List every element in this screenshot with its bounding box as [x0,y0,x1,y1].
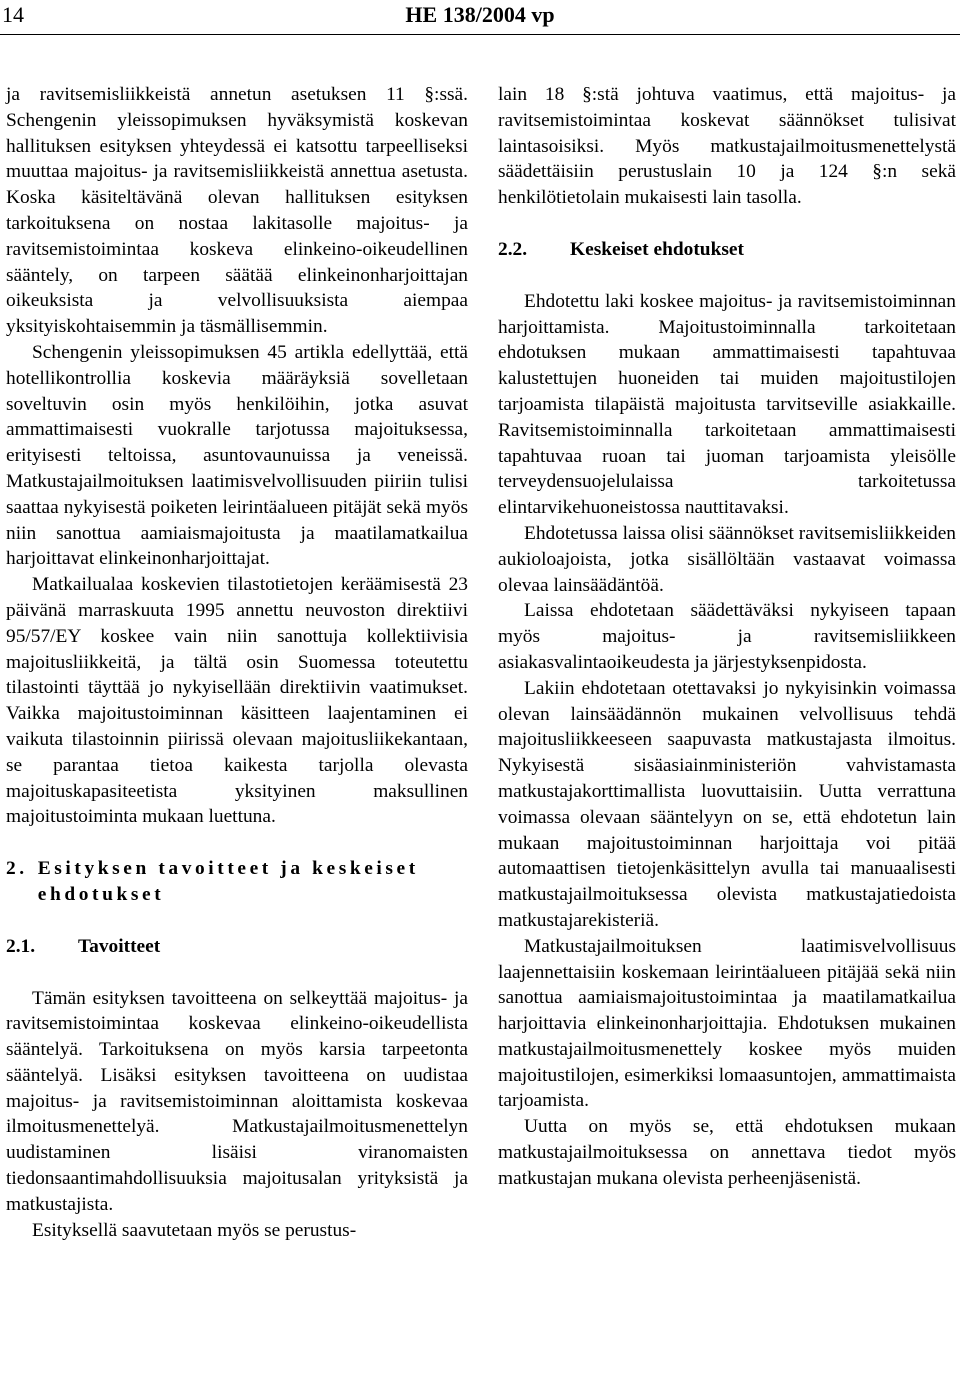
paragraph: lain 18 §:stä johtuva vaatimus, että majoitus- ja ravitsemistoimintaa koskevat säännökset tulisivat laintasoisiksi. Myös matkustajailmoitusmenettelystä säädettäisiin perustuslain 10 ja 124 §:n sekä henkilötietolain mukaisesti lain tasolla. [498,84,956,209]
left-column [6,82,468,1243]
paragraph: Ehdotetussa laissa olisi säännökset ravitsemisliikkeiden aukioloajoista, jotka sisällöltään vastaavat voimassa olevaa lainsäädäntöä. [498,522,956,596]
subsection-heading-text: Keskeiset ehdotukset [570,238,744,260]
paragraph: Ehdotettu laki koskee majoitus- ja ravitsemistoiminnan harjoittamista. Majoitustoiminnalla tarkoitetaan ehdotuksen mukaan ammattimaisesti tapahtuvaa kalustettujen huoneiden tai muiden majoitustilojen tarjoamista tilapäistä majoitusta tarvitseville asiakkaille. Ravitsemistoiminnalla tarkoitetaan ammattimaisesti tapahtuvaa ruoan tai juoman tarjoamista yleisölle terveydensuojelulaissa tarkoitetussa elintarvikehuoneistossa nauttitavaksi. [498,290,956,519]
paragraph: Lakiin ehdotetaan otettavaksi jo nykyisinkin voimassa olevan lainsäädännön mukainen velvollisuus tehdä majoitusliikkeeseen saapuvasta matkustajasta ilmoitus. Nykyisestä sisäasiainministeriön vahvistamasta matkustajakorttimallista luovuttaisiin. Uutta verrattuna voimassa olevaan sääntelyyn on se, että ehdotetun lain mukaan majoitustoiminnan harjoittaja voi pitää automaattisen tietojenkäsittelyn avulla tai manuaalisesti matkustajailmoituksessa olevista matkustajatiedoista matkustajarekisteriä. [498,677,956,931]
paragraph: Tämän esityksen tavoitteena on selkeyttää majoitus- ja ravitsemistoimintaa koskevaa elinkeino-oikeudellista sääntelyä. Tarkoituksena on myös karsia tarpeetonta sääntelyä. Lisäksi esityksen tavoitteena on uudistaa majoitus- ja ravitsemistoiminnan aloittamista koskevaa ilmoitusmenettelyä. Matkustajailmoitusmenettelyn uudistaminen lisäisi viranomaisten tiedonsaantimahdollisuuksia majoitusalan yrityksistä ja matkustajista. [6,987,468,1215]
subsection-heading [498,237,956,263]
paragraph: Matkailualaa koskevien tilastotietojen keräämisestä 23 päivänä marraskuuta 1995 annettu neuvoston direktiivi 95/57/EY koskee vain niin sanottuja kollektiivisia majoitusliikkeitä, ja tältä osin Suomessa toteutettu tilastointi täyttää jo nykyisellään direktiivin vaatimukset. Vaikka majoitustoiminnan käsitteen laajentaminen ei vaikuta tilastoinnin piirissä olevaan majoitusliikekantaan, se parantaa tietoa kaikesta tarjolla olevasta majoituskapasiteetista yksityinen maksullinen majoitustoiminta mukaan luettuna. [6,574,468,828]
right-column [498,82,956,1192]
subsection-heading-number: 2.1. [6,935,36,957]
section-heading [6,856,468,908]
subsection-heading-number: 2.2. [498,238,528,260]
section-heading-number: 2. [6,858,28,880]
paragraph: Uutta on myös se, että ehdotuksen mukaan matkustajailmoituksessa on annettava tiedot myös matkustajan mukana olevista perheenjäsenistä. [498,1116,956,1189]
subsection-heading-text: Tavoitteet [78,935,161,957]
subsection-heading [6,934,468,960]
page-header [0,0,960,34]
header-rule [0,34,960,35]
paragraph: Schengenin yleissopimuksen 45 artikla edellyttää, että hotellikontrollia koskevia määräyksiä sovelletaan soveltuvin osin myös henkilöihin, jotka asuvat ammattimaisesti vuokralle tarjotussa majoituksessa, erityisesti teltoissa, asuntovaunuissa ja veneissä. Matkustajailmoituksen laatimisvelvollisuuden piiriin tulisi saattaa nykyisestä poiketen leirintäalueen pitäjät sekä myös niin sanottua aamiaismajoitusta ja maatilamatkailua harjoittavat elinkeinonharjoittajat. [6,341,468,570]
document-id: HE 138/2004 vp [405,2,555,27]
paragraph: Esityksellä saavutetaan myös se perustus- [32,1219,357,1241]
section-heading-text: Esityksen tavoitteet ja keskeiset ehdotukset [37,858,419,905]
paragraph: Laissa ehdotetaan säädettäväksi nykyiseen tapaan myös majoitus- ja ravitsemisliikkeen asiakasvalintaoikeudesta ja järjestyksenpidosta. [498,600,956,673]
paragraph: Matkustajailmoituksen laatimisvelvollisuus laajennettaisiin koskemaan leirintäalueen pitäjää sekä niin sanottua aamiaismajoitustoimintaa ja maatilamatkailua harjoittavia elinkeinonharjoittajia. Ehdotuksen mukainen matkustajailmoitusmenettely koskee myös muiden majoitustilojen, esimerkiksi lomaasuntojen, ammattimaista tarjoamista. [498,935,956,1112]
paragraph: ja ravitsemisliikkeistä annetun asetuksen 11 §:ssä. Schengenin yleissopimuksen hyväksymistä koskevan hallituksen esityksen yhteydessä ei katsottu tarpeelliseksi muuttaa majoitus- ja ravitsemisliikkeistä annettua asetusta. Koska käsiteltävänä olevan hallituksen esityksen tarkoituksena on nostaa lakitasolle majoitus- ja ravitsemistoimintaa koskeva elinkeino-oikeudellinen sääntely, on tarpeen säätää elinkeinonharjoittajan oikeuksista ja velvollisuuksista aiempaa yksityiskohtaisemmin ja täsmällisemmin. [6,84,468,338]
page-number: 14 [2,2,24,27]
